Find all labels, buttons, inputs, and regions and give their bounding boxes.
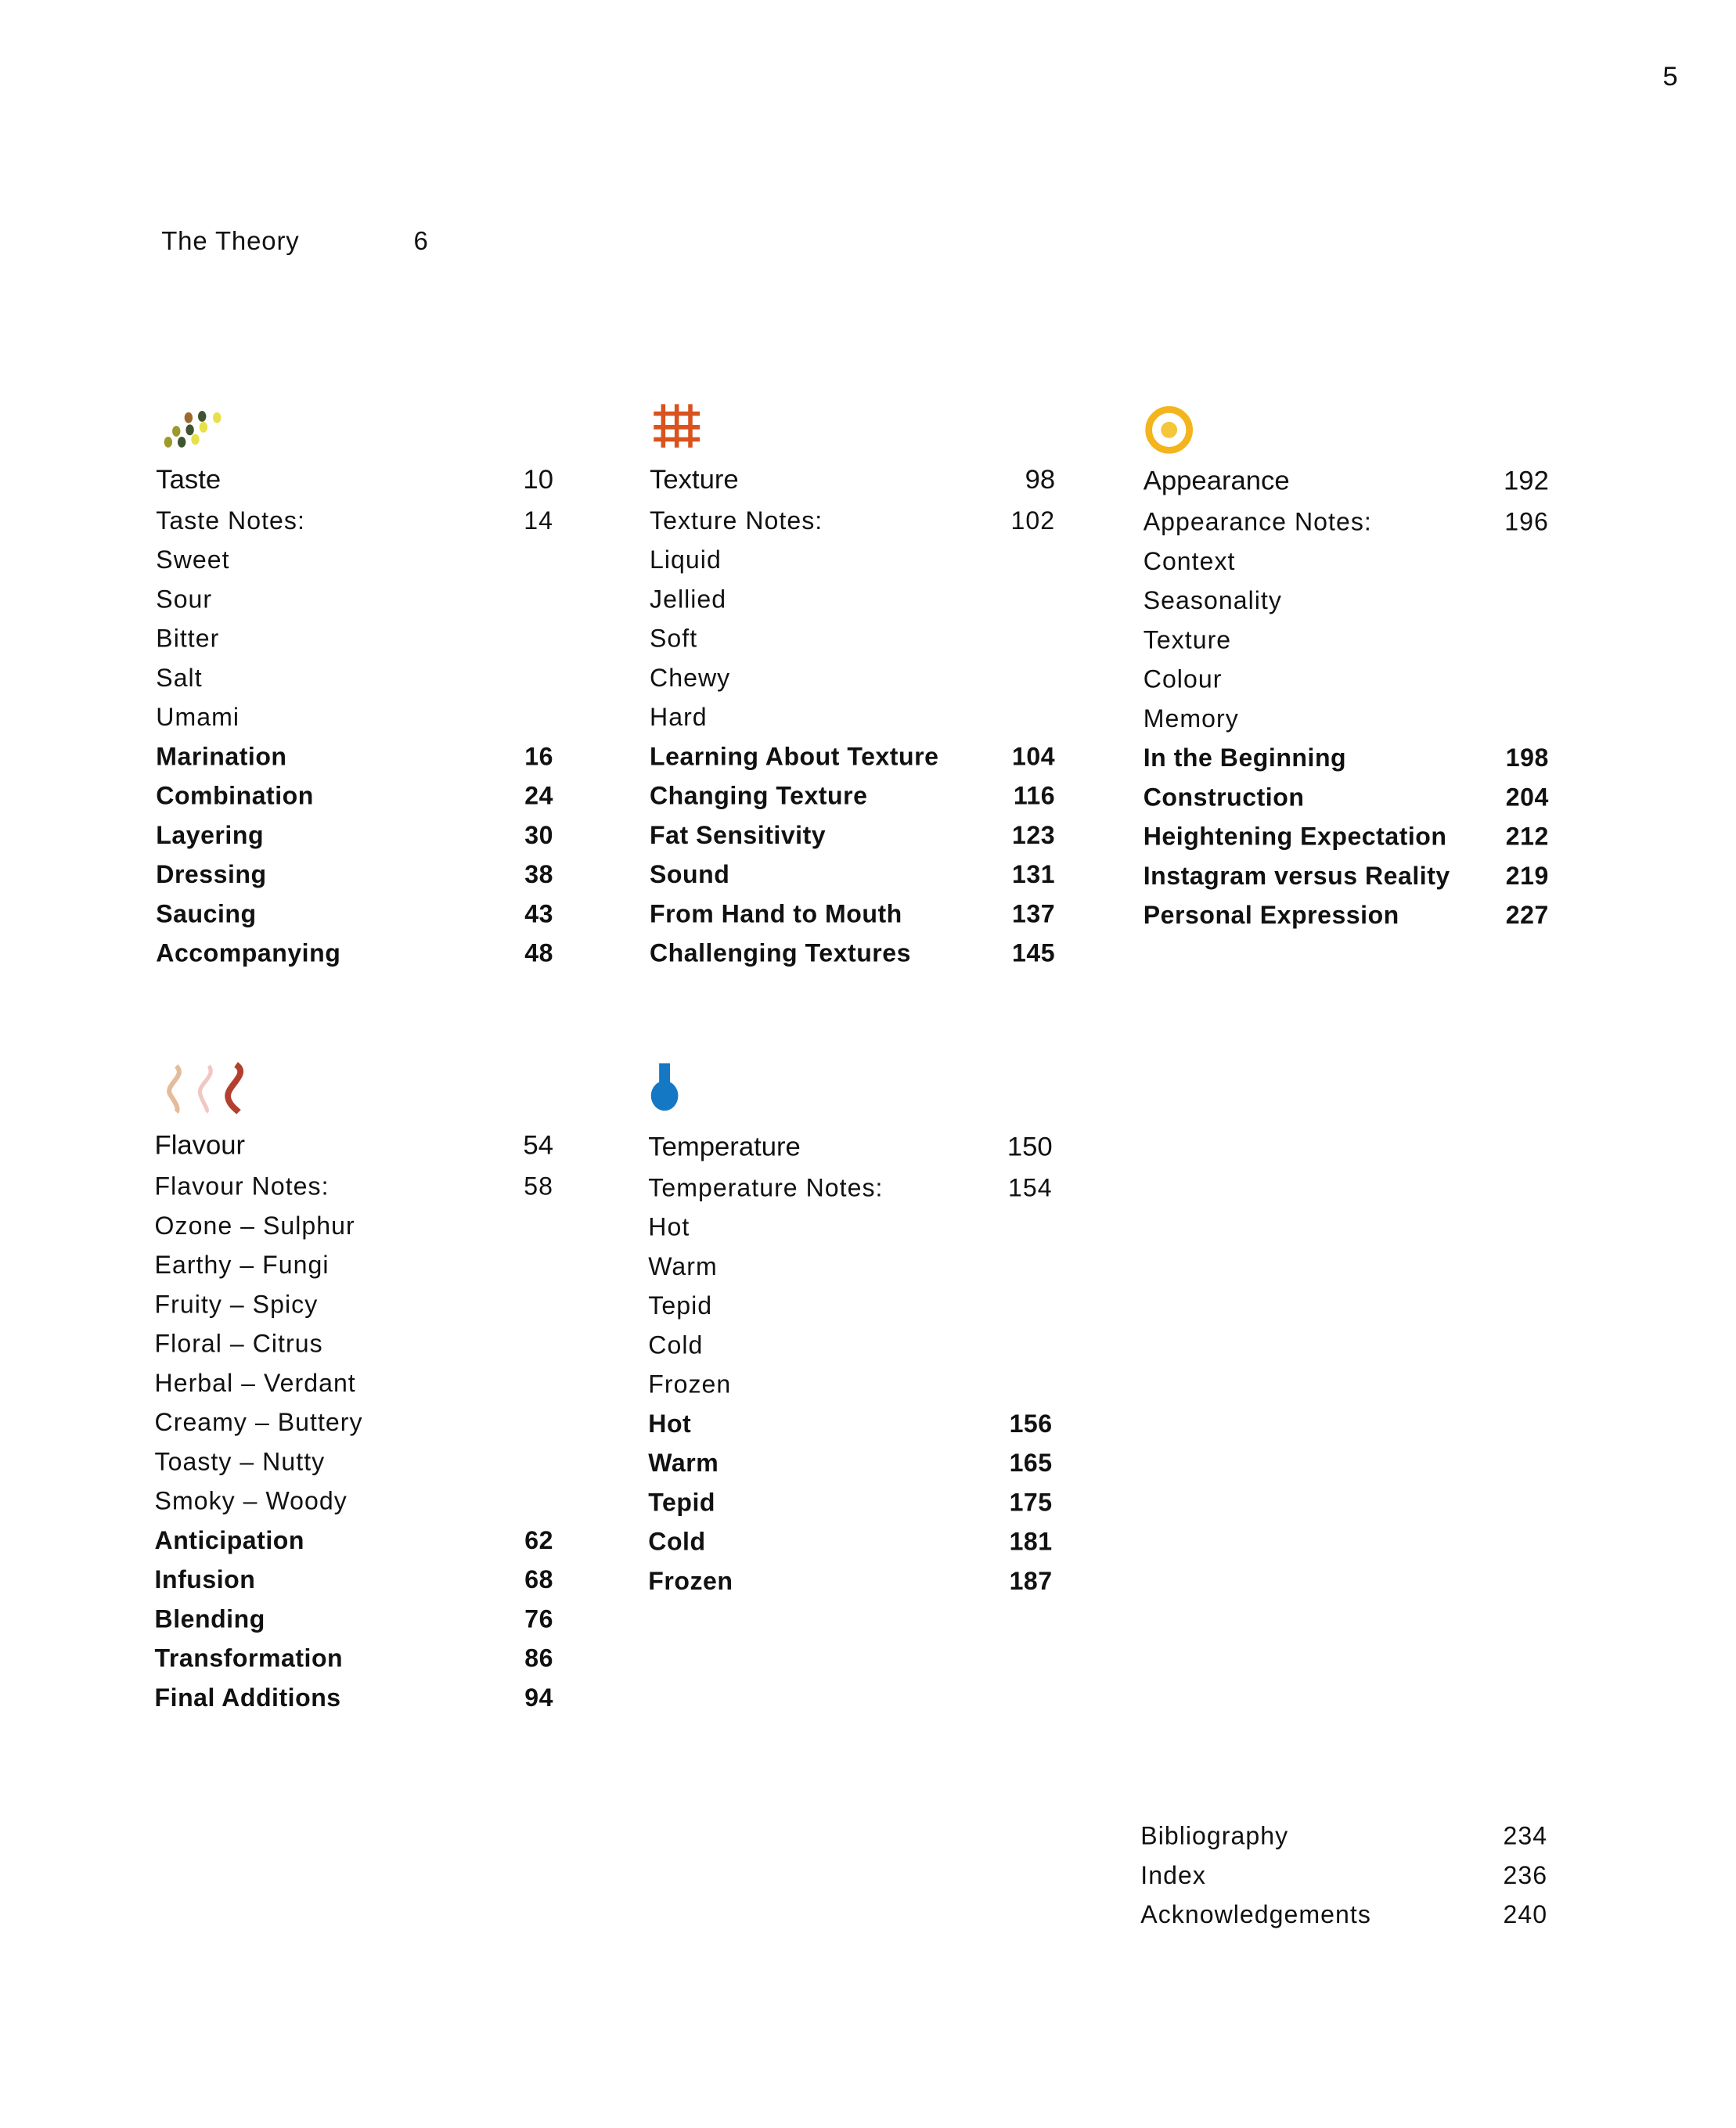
- entry-label: Memory: [1143, 704, 1239, 733]
- toc-entry[interactable]: [1144, 698, 1549, 737]
- toc-entry[interactable]: [156, 855, 553, 894]
- toc-entry[interactable]: [155, 1481, 553, 1520]
- entry-label: Saucing: [156, 898, 257, 928]
- toc-entry[interactable]: [156, 697, 553, 736]
- entry-label: Smoky – Woody: [154, 1486, 348, 1515]
- entry-page: 175: [1009, 1487, 1053, 1517]
- entry-label: Acknowledgements: [1140, 1899, 1371, 1929]
- entry-label: Taste: [156, 465, 222, 495]
- dot: [191, 434, 199, 445]
- toc-entry[interactable]: [1144, 541, 1549, 580]
- entry-label: Accompanying: [156, 938, 341, 967]
- toc-entry[interactable]: [156, 461, 553, 500]
- hash-grid-icon: [651, 401, 703, 450]
- entry-page: 76: [524, 1604, 553, 1633]
- entry-label: Frozen: [648, 1370, 732, 1399]
- entry-page: 98: [1025, 465, 1056, 495]
- toc-entry[interactable]: [1144, 816, 1549, 855]
- entry-page: 14: [524, 506, 553, 535]
- entry-label: Toasty – Nutty: [154, 1446, 326, 1476]
- toc-entry-the-theory[interactable]: [161, 228, 429, 257]
- toc-entry[interactable]: [156, 933, 553, 972]
- toc-entry[interactable]: [155, 1520, 553, 1559]
- entry-label: Appearance: [1143, 466, 1290, 497]
- dot: [185, 412, 193, 423]
- toc-entry[interactable]: [155, 1323, 553, 1363]
- toc-entry[interactable]: [155, 1127, 553, 1166]
- entry-label: Creamy – Buttery: [154, 1407, 363, 1437]
- toc-entry[interactable]: [648, 1364, 1052, 1403]
- entry-label: Soft: [650, 624, 698, 653]
- entry-label: Warm: [648, 1448, 719, 1478]
- entry-label: Taste Notes:: [156, 506, 305, 535]
- entry-label: Temperature Notes:: [648, 1172, 884, 1202]
- entry-label: Changing Texture: [650, 781, 868, 810]
- entry-label: Flavour: [154, 1131, 246, 1161]
- dot: [178, 437, 185, 448]
- entry-label: Instagram versus Reality: [1143, 861, 1450, 890]
- entry-label: Final Additions: [154, 1683, 341, 1712]
- toc-entry[interactable]: [156, 815, 553, 854]
- entry-page: 123: [1012, 820, 1056, 849]
- entry-page: 38: [524, 859, 553, 888]
- entry-label: Heightening Expectation: [1143, 822, 1447, 851]
- toc-entry[interactable]: [155, 1638, 553, 1677]
- entry-page: 192: [1504, 466, 1549, 497]
- entry-label: Marination: [156, 741, 287, 771]
- entry-label: Learning About Texture: [650, 741, 939, 771]
- entry-page: 154: [1008, 1172, 1053, 1202]
- entry-label: Tepid: [648, 1487, 715, 1517]
- bulb-flask-icon: [646, 1058, 684, 1118]
- entry-page: 10: [523, 465, 553, 495]
- entry-label: Hot: [648, 1409, 692, 1438]
- entry-label: Bibliography: [1140, 1821, 1289, 1850]
- entry-label: Umami: [156, 702, 240, 731]
- entry-page: 86: [524, 1644, 553, 1673]
- toc-entry[interactable]: [155, 1363, 553, 1402]
- dot: [172, 426, 180, 437]
- dot: [185, 424, 193, 435]
- entry-page: 196: [1504, 507, 1549, 536]
- toc-entry[interactable]: [1144, 463, 1549, 502]
- toc-entry[interactable]: [156, 618, 553, 657]
- entry-page: 156: [1009, 1409, 1053, 1438]
- entry-label: Seasonality: [1143, 585, 1282, 614]
- entry-page: 181: [1009, 1527, 1053, 1556]
- toc-entry[interactable]: [155, 1245, 553, 1284]
- entry-page: 227: [1505, 900, 1549, 929]
- toc-entry[interactable]: [650, 500, 1055, 539]
- entry-label: Texture: [650, 465, 739, 495]
- entry-page: 16: [524, 741, 553, 771]
- entry-label: Temperature: [648, 1132, 801, 1163]
- entry-label: Context: [1143, 546, 1236, 575]
- entry-label: Salt: [156, 663, 203, 692]
- toc-entry[interactable]: [648, 1521, 1052, 1561]
- entry-label: Personal Expression: [1143, 900, 1399, 929]
- toc-entry[interactable]: [650, 855, 1055, 894]
- toc-entry[interactable]: [156, 736, 553, 776]
- toc-entry[interactable]: [156, 500, 553, 539]
- entry-label: Sour: [156, 584, 213, 614]
- toc-entry[interactable]: [156, 776, 553, 815]
- toc-entry[interactable]: [1144, 659, 1549, 698]
- toc-entry[interactable]: [650, 657, 1055, 697]
- entry-label: Blending: [154, 1604, 265, 1633]
- dot: [164, 437, 172, 448]
- entry-label: Anticipation: [154, 1525, 304, 1554]
- entry-label: Infusion: [154, 1564, 256, 1594]
- entry-label: Frozen: [648, 1566, 733, 1595]
- entry-page: 204: [1505, 782, 1549, 812]
- entry-page: 137: [1012, 898, 1056, 928]
- toc-entry[interactable]: [650, 618, 1055, 657]
- toc-entry[interactable]: [1140, 1895, 1547, 1934]
- entry-label: Construction: [1143, 782, 1305, 812]
- entry-label: In the Beginning: [1143, 743, 1347, 772]
- toc-entry[interactable]: [650, 736, 1055, 776]
- entry-label: Ozone – Sulphur: [154, 1211, 355, 1240]
- entry-label: Layering: [156, 820, 265, 849]
- toc-entry[interactable]: [1144, 581, 1549, 620]
- toc-entry[interactable]: [1144, 502, 1549, 541]
- entry-label: Cold: [648, 1527, 706, 1556]
- page-number: 5: [1662, 62, 1678, 92]
- toc-entry[interactable]: [650, 697, 1055, 736]
- toc-entry[interactable]: [648, 1325, 1052, 1364]
- entry-page: 198: [1505, 743, 1549, 772]
- toc-entry[interactable]: [648, 1443, 1052, 1482]
- toc-entry[interactable]: [648, 1286, 1052, 1325]
- entry-page: 131: [1012, 859, 1056, 888]
- entry-page: 187: [1009, 1566, 1053, 1595]
- toc-entry[interactable]: [650, 815, 1055, 854]
- toc-entry[interactable]: [1144, 855, 1549, 895]
- toc-entry[interactable]: [155, 1166, 553, 1205]
- toc-entry[interactable]: [156, 657, 553, 697]
- toc-entry[interactable]: [156, 894, 553, 933]
- toc-entry[interactable]: [155, 1205, 553, 1244]
- entry-label: Sweet: [156, 545, 230, 574]
- toc-entry[interactable]: [650, 776, 1055, 815]
- entry-page: 94: [524, 1683, 553, 1712]
- entry-page: 43: [524, 898, 553, 928]
- entry-label: Texture Notes:: [650, 506, 823, 535]
- entry-page: 165: [1009, 1448, 1053, 1478]
- toc-entry[interactable]: [1140, 1855, 1547, 1894]
- entry-page: 219: [1505, 861, 1549, 890]
- toc-entry[interactable]: [650, 933, 1055, 972]
- toc-entry[interactable]: [1140, 1816, 1547, 1855]
- entry-page: 116: [1013, 781, 1056, 810]
- entry-label: The Theory: [161, 228, 300, 257]
- entry-page: 48: [524, 938, 553, 967]
- entry-page: 212: [1505, 822, 1549, 851]
- entry-label: Flavour Notes:: [154, 1172, 330, 1201]
- entry-label: Warm: [648, 1251, 718, 1280]
- toc-entry[interactable]: [1144, 620, 1549, 659]
- entry-page: 240: [1503, 1899, 1548, 1929]
- entry-page: 145: [1012, 938, 1056, 967]
- entry-label: From Hand to Mouth: [650, 898, 902, 928]
- toc-entry[interactable]: [648, 1561, 1052, 1600]
- entry-label: Combination: [156, 781, 314, 810]
- entry-label: Liquid: [650, 545, 722, 574]
- entry-label: Sound: [650, 859, 730, 888]
- entry-label: Floral – Citrus: [154, 1329, 323, 1358]
- dot: [200, 422, 207, 433]
- entry-label: Challenging Textures: [650, 938, 912, 967]
- entry-label: Transformation: [154, 1644, 344, 1673]
- toc-entry[interactable]: [648, 1403, 1052, 1442]
- entry-label: Fat Sensitivity: [650, 820, 827, 849]
- section-flavour: [155, 1127, 553, 1717]
- entry-label: Fruity – Spicy: [154, 1289, 319, 1319]
- toc-entry[interactable]: [155, 1599, 553, 1638]
- toc-entry[interactable]: [155, 1442, 553, 1481]
- entry-page: 102: [1010, 506, 1056, 535]
- toc-entry[interactable]: [648, 1482, 1052, 1521]
- entry-label: Dressing: [156, 859, 267, 888]
- toc-entry[interactable]: [156, 540, 553, 579]
- toc-entry[interactable]: [1144, 895, 1549, 934]
- entry-page: 54: [523, 1131, 553, 1161]
- entry-page: 234: [1503, 1821, 1548, 1850]
- toc-entry[interactable]: [155, 1677, 553, 1716]
- entry-label: Hot: [648, 1212, 690, 1241]
- entry-page: 62: [524, 1525, 553, 1554]
- toc-entry[interactable]: [650, 461, 1055, 500]
- entry-label: Jellied: [650, 584, 727, 614]
- entry-page: 150: [1007, 1132, 1053, 1163]
- toc-entry[interactable]: [155, 1284, 553, 1323]
- toc-entry[interactable]: [648, 1168, 1052, 1207]
- toc-entry[interactable]: [1144, 777, 1549, 816]
- dots-icon: [160, 407, 233, 453]
- section-backmatter: [1140, 1816, 1547, 1934]
- entry-label: Tepid: [648, 1291, 713, 1320]
- wavy-lines-icon: [157, 1058, 255, 1118]
- entry-label: Hard: [650, 702, 708, 731]
- entry-label: Bitter: [156, 624, 220, 653]
- section-texture: [650, 461, 1055, 972]
- entry-page: 6: [413, 228, 429, 257]
- section-temperature: [648, 1129, 1052, 1601]
- toc-entry[interactable]: [648, 1207, 1052, 1246]
- toc-entry[interactable]: [650, 894, 1055, 933]
- entry-label: Chewy: [650, 663, 731, 692]
- toc-entry[interactable]: [650, 540, 1055, 579]
- toc-entry[interactable]: [650, 579, 1055, 618]
- entry-label: Texture: [1143, 625, 1232, 654]
- dot: [213, 412, 221, 423]
- toc-entry[interactable]: [155, 1402, 553, 1442]
- entry-page: 30: [524, 820, 553, 849]
- entry-label: Herbal – Verdant: [154, 1368, 356, 1397]
- entry-page: 24: [524, 781, 553, 810]
- toc-entry[interactable]: [1144, 738, 1549, 777]
- entry-page: 58: [524, 1172, 553, 1201]
- entry-page: 68: [524, 1564, 553, 1594]
- toc-entry[interactable]: [155, 1560, 553, 1599]
- entry-label: Colour: [1143, 664, 1223, 693]
- entry-label: Cold: [648, 1330, 704, 1359]
- entry-page: 236: [1503, 1860, 1548, 1889]
- entry-label: Index: [1140, 1860, 1206, 1889]
- entry-label: Earthy – Fungi: [154, 1250, 330, 1280]
- section-appearance: [1144, 463, 1549, 934]
- toc-entry[interactable]: [648, 1246, 1052, 1285]
- entry-page: 104: [1012, 741, 1056, 771]
- toc-entry[interactable]: [648, 1129, 1052, 1168]
- target-circle-icon: [1144, 404, 1198, 458]
- toc-entry[interactable]: [156, 579, 553, 618]
- section-taste: [156, 461, 553, 972]
- dot: [198, 411, 206, 422]
- entry-label: Appearance Notes:: [1143, 507, 1372, 536]
